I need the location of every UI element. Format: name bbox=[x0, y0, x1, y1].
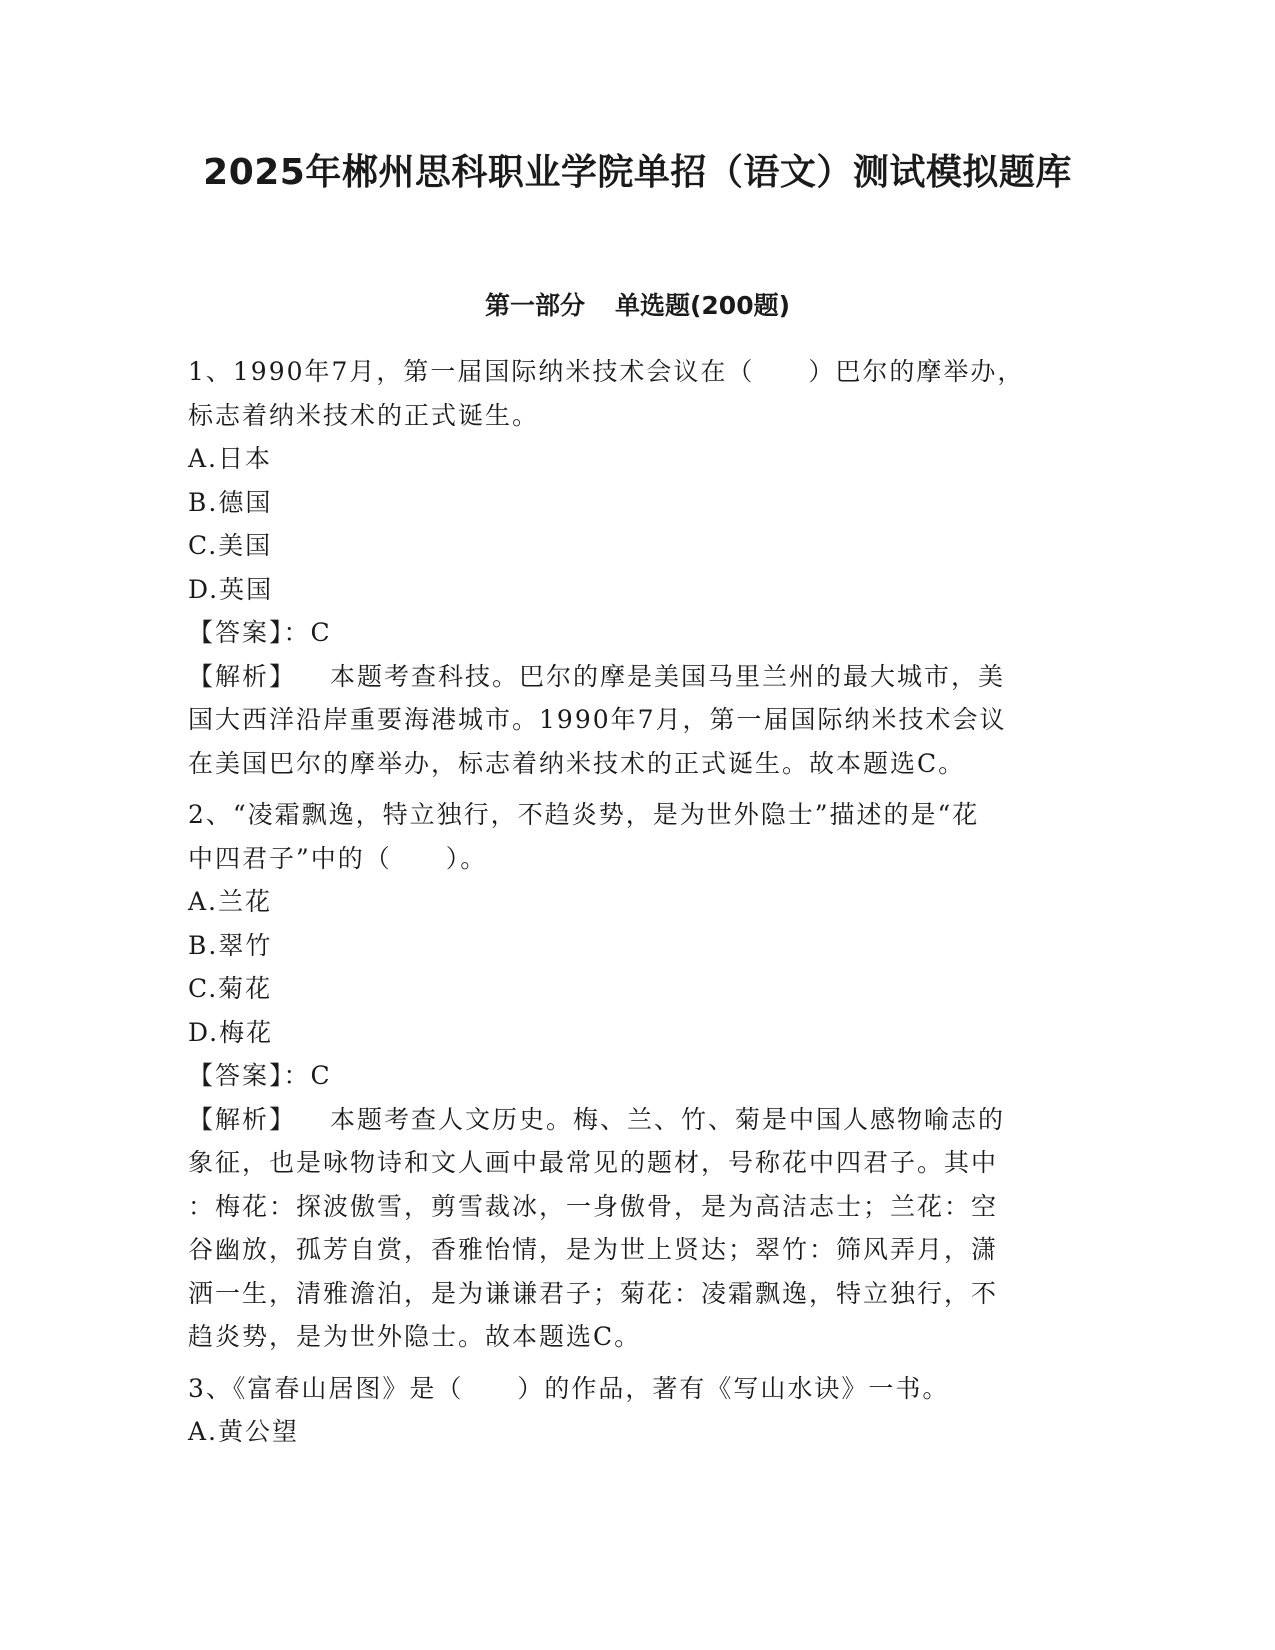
option-b: B.德国 bbox=[188, 487, 273, 517]
option-a: A.兰花 bbox=[188, 887, 273, 916]
option-a: A.日本 bbox=[188, 444, 273, 473]
explanation-line: 谷幽放，孤芳自赏，香雅怡情，是为世上贤达；翠竹：筛风弄月，潇 bbox=[188, 1235, 999, 1264]
answer-value: ：C bbox=[283, 1061, 332, 1090]
explanation-line: ：梅花：探波傲雪，剪雪裁冰，一身傲骨，是为高洁志士；兰花：空 bbox=[188, 1191, 999, 1221]
explanation-line bbox=[188, 655, 1078, 699]
explanation-label: 【解析】 bbox=[188, 661, 297, 691]
explanation-line: 在美国巴尔的摩举办，标志着纳米技术的正式诞生。故本题选C。 bbox=[188, 748, 966, 778]
option-a: A.黄公望 bbox=[188, 1417, 300, 1446]
document-title: 2025年郴州思科职业学院单招（语文）测试模拟题库 bbox=[203, 152, 1072, 193]
question-1 bbox=[188, 350, 1078, 785]
section-subtitle: 单选题(200题) bbox=[614, 291, 791, 320]
question-stem-line: 1、1990年7月，第一届国际纳米技术会议在（ ）巴尔的摩举办， bbox=[188, 357, 1025, 386]
question-3 bbox=[188, 1367, 1078, 1454]
question-2 bbox=[188, 793, 1078, 1359]
explanation-text: 本题考查科技。巴尔的摩是美国马里兰州的最大城市，美 bbox=[330, 661, 1006, 691]
option-c: C.美国 bbox=[188, 531, 273, 560]
option-b: B.翠竹 bbox=[188, 930, 273, 960]
question-list bbox=[188, 350, 1078, 1462]
option-d: D.梅花 bbox=[188, 1017, 274, 1047]
section-heading bbox=[0, 288, 1275, 324]
answer-line bbox=[188, 611, 1078, 655]
option-c: C.菊花 bbox=[188, 974, 273, 1003]
answer-value: ：C bbox=[283, 618, 332, 647]
question-stem-line: 3、《富春山居图》是（ ）的作品，著有《写山水诀》一书。 bbox=[188, 1373, 950, 1403]
explanation-text: 本题考查人文历史。梅、兰、竹、菊是中国人感物喻志的 bbox=[330, 1104, 1006, 1134]
explanation-line: 趋炎势，是为世外隐士。故本题选C。 bbox=[188, 1322, 642, 1351]
explanation-label: 【解析】 bbox=[188, 1104, 297, 1134]
answer-line bbox=[188, 1054, 1078, 1098]
answer-label: 【答案】 bbox=[188, 618, 284, 647]
explanation-line: 国大西洋沿岸重要海港城市。1990年7月，第一届国际纳米技术会议 bbox=[188, 705, 1007, 734]
question-stem-line: 标志着纳米技术的正式诞生。 bbox=[188, 400, 540, 430]
question-stem-line: 中四君子”中的（ ）。 bbox=[188, 843, 488, 873]
explanation-line: 象征，也是咏物诗和文人画中最常见的题材，号称花中四君子。其中 bbox=[188, 1148, 999, 1177]
option-d: D.英国 bbox=[188, 574, 274, 604]
question-stem-line: 2、“凌霜飘逸，特立独行，不趋炎势，是为世外隐士”描述的是“花 bbox=[188, 800, 980, 829]
explanation-line: 洒一生，清雅澹泊，是为谦谦君子；菊花：凌霜飘逸，特立独行，不 bbox=[188, 1278, 999, 1308]
section-name: 第一部分 bbox=[484, 291, 585, 320]
explanation-line bbox=[188, 1098, 1078, 1142]
answer-label: 【答案】 bbox=[188, 1061, 284, 1090]
